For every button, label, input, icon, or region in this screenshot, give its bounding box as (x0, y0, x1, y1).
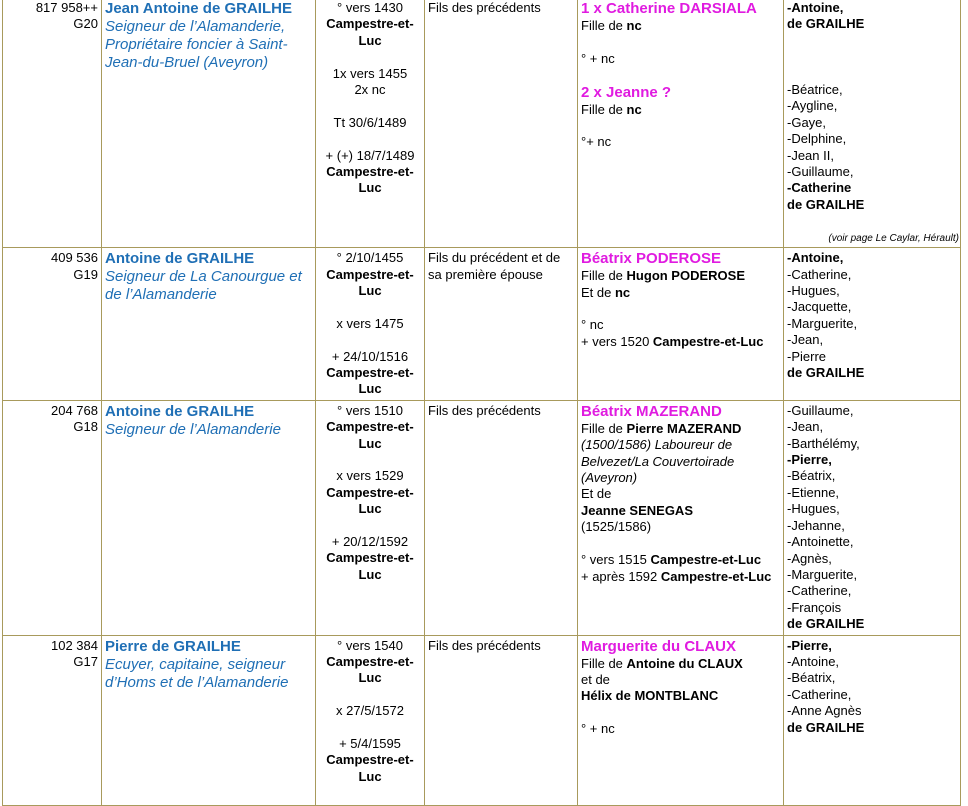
child-name: -Pierre, (787, 637, 832, 653)
child-name: -Marguerite, (787, 566, 858, 582)
sosa-cell (3, 400, 102, 635)
person-cell (102, 635, 316, 805)
person-title: Ecuyer, capitaine, seigneur d’Homs et de l’Alamanderie (105, 655, 289, 691)
child-name: -Catherine, (787, 266, 852, 282)
filiation: Fils des précédents (428, 402, 541, 418)
generation-label: G17 (73, 653, 98, 669)
filiation-cell (425, 0, 578, 248)
spouse-mother: Hélix de MONTBLANC (581, 688, 719, 704)
filiation-cell (425, 248, 578, 401)
filiation: Fils des précédents (428, 637, 541, 653)
filiation-cell (425, 635, 578, 805)
death-date: + 5/4/1595 (339, 735, 401, 751)
children-cell (784, 635, 961, 805)
child-name: -Catherine, (787, 686, 852, 702)
sosa-number: 204 768 (51, 402, 98, 418)
marriage-date: 1x vers 1455 (332, 65, 408, 81)
marriage-date: x 27/5/1572 (336, 703, 404, 719)
child-name: -Agnès, (787, 550, 832, 566)
death-date: + (+) 18/7/1489 (325, 147, 415, 163)
children-cell (784, 0, 961, 248)
child-name: -Marguerite, (787, 315, 858, 331)
sosa-cell (3, 635, 102, 805)
child-name: -Pierre, (787, 452, 832, 468)
children-cell (784, 400, 961, 635)
child-surname: de GRAILHE (787, 616, 865, 632)
child-surname: de GRAILHE (787, 365, 865, 381)
generation-label: G19 (73, 266, 98, 282)
spouse-dates: °+ nc (581, 134, 612, 150)
child-name: -Catherine, (787, 583, 852, 599)
generation-label: G20 (73, 16, 98, 32)
birth-place: Campestre-et-Luc (326, 653, 414, 686)
person-cell (102, 0, 316, 248)
marriage-date: x vers 1475 (336, 315, 404, 331)
child-name: -Delphine, (787, 131, 847, 147)
spouse-dates: ° + nc (581, 50, 615, 66)
spouse-father: Hugon PODEROSE (626, 268, 745, 284)
death-place: Campestre-et-Luc (326, 752, 414, 784)
child-name: -Jacquette, (787, 299, 852, 315)
generation-label: G18 (73, 419, 98, 435)
filiation: Fils des précédents (428, 0, 541, 15)
spouse-parent: nc (626, 18, 642, 33)
birth-date: ° vers 1430 (337, 0, 403, 15)
child-name: -Pierre (787, 348, 827, 364)
death-date: + 24/10/1516 (331, 348, 409, 364)
child-name: -Jean II, (787, 147, 834, 163)
spouse-birth: ° vers 1515 (581, 552, 647, 568)
spouse-name: Marguerite du CLAUX (581, 637, 737, 655)
dates-cell (316, 635, 425, 805)
testament-date: Tt 30/6/1489 (333, 114, 407, 130)
spouse-mother: nc (614, 284, 631, 300)
sosa-number: 817 958++ (35, 0, 98, 15)
person-name: Pierre de GRAILHE (105, 637, 241, 655)
child-name: -Jean, (787, 419, 824, 435)
table-row (3, 400, 961, 635)
children-cell (784, 248, 961, 401)
child-name: -Barthélémy, (787, 435, 860, 451)
spouse-father-info: (1500/1586) Laboureur de Belvezet/La Couvertoirade (Aveyron) (581, 437, 735, 486)
child-name: -Jehanne, (787, 517, 845, 533)
spouse-cell: Béatrix MAZERAND Fille de Pierre MAZERAND (1500/1586) Laboureur de Belvezet/La Couvertoirade (Aveyron) Et de Jeanne SENEGAS (1525/1586) ° vers 1515 Campestre-et-Luc + après 1592 Campestre-et-Luc (578, 400, 784, 635)
spouse-father: Antoine du CLAUX (626, 655, 743, 671)
person-name: Antoine de GRAILHE (105, 250, 255, 268)
child-name: -Aygline, (787, 98, 838, 114)
child-name: -Hugues, (787, 283, 840, 299)
child-surname: de GRAILHE (787, 719, 865, 735)
birth-place: Campestre-et-Luc (326, 419, 414, 451)
spouse-cell: 1 x Catherine DARSIALA Fille de nc ° + nc 2 x Jeanne ? Fille de nc °+ nc (578, 0, 784, 248)
person-name: Antoine de GRAILHE (105, 402, 255, 420)
child-name: -Guillaume, (787, 402, 854, 418)
child-name: -Antoinette, (787, 534, 854, 550)
child-name: -Hugues, (787, 501, 840, 517)
spouse-death: + vers 1520 (581, 333, 650, 349)
dates-cell (316, 0, 425, 248)
person-title: Seigneur de La Canourgue et de l’Alamanderie (105, 268, 302, 304)
birth-place: Campestre-et-Luc (326, 16, 414, 48)
spouse-death-place: Campestre-et-Luc (652, 333, 764, 349)
genealogy-table (2, 0, 961, 806)
marriage-date: x vers 1529 (336, 468, 404, 484)
child-name: -Béatrix, (787, 670, 836, 686)
death-date: + 20/12/1592 (331, 534, 409, 550)
child-name: -Anne Agnès (787, 703, 862, 719)
child-name: -Catherine (787, 180, 852, 196)
table-row (3, 635, 961, 805)
person-cell (102, 248, 316, 401)
spouse-father: Pierre MAZERAND (626, 420, 742, 436)
child-surname: de GRAILHE (787, 16, 865, 32)
table-row (3, 248, 961, 401)
marriage-place: Campestre-et-Luc (326, 484, 414, 517)
person-title: Seigneur de l’Alamanderie, Propriétaire foncier à Saint-Jean-du-Bruel (Aveyron) (105, 18, 288, 71)
spouse-name: Béatrix PODEROSE (581, 250, 722, 268)
child-name: -Guillaume, (787, 164, 854, 180)
marriage-date: 2x nc (354, 82, 386, 98)
filiation: Fils du précédent et de sa première épouse (428, 250, 561, 282)
spouse-cell: Marguerite du CLAUX Fille de Antoine du CLAUX et de Hélix de MONTBLANC ° + nc (578, 635, 784, 805)
child-name: -Antoine, (787, 0, 844, 15)
spouse-dates: ° + nc (581, 721, 615, 737)
spouse-cell: Béatrix PODEROSE Fille de Hugon PODEROSE Et de nc ° nc + vers 1520 Campestre-et-Luc (578, 248, 784, 401)
spouse-mother-info: (1525/1586) (581, 519, 652, 535)
sosa-number: 409 536 (51, 250, 98, 266)
page-note: (voir page Le Caylar, Hérault) (828, 233, 959, 245)
death-place: Campestre-et-Luc (326, 164, 414, 196)
table-row (3, 0, 961, 248)
child-name: -Gaye, (787, 114, 827, 130)
child-name: -Jean, (787, 332, 824, 348)
birth-place: Campestre-et-Luc (326, 266, 414, 299)
child-name: -Béatrice, (787, 81, 843, 97)
spouse-birth: ° nc (581, 317, 604, 333)
spouse-death: + après 1592 (581, 568, 658, 584)
spouse-name: 1 x Catherine DARSIALA (581, 0, 757, 17)
person-name: Jean Antoine de GRAILHE (105, 0, 292, 17)
death-place: Campestre-et-Luc (326, 550, 414, 582)
dates-cell (316, 248, 425, 401)
spouse-birth-place: Campestre-et-Luc (650, 552, 762, 568)
spouse-death-place: Campestre-et-Luc (660, 568, 772, 584)
child-name: -Antoine, (787, 653, 840, 669)
child-surname: de GRAILHE (787, 196, 865, 212)
child-name: -Béatrix, (787, 468, 836, 484)
birth-date: ° 2/10/1455 (336, 250, 404, 266)
sosa-cell (3, 0, 102, 248)
filiation-cell (425, 400, 578, 635)
spouse-name: Béatrix MAZERAND (581, 402, 722, 420)
sosa-number: 102 384 (51, 637, 98, 653)
person-title: Seigneur de l’Alamanderie (105, 420, 281, 438)
birth-date: ° vers 1510 (337, 402, 403, 418)
dates-cell (316, 400, 425, 635)
spouse-name: 2 x Jeanne ? (581, 83, 672, 101)
child-name: -Etienne, (787, 484, 840, 500)
sosa-cell (3, 248, 102, 401)
child-name: -Antoine, (787, 250, 844, 266)
child-name: -François (787, 599, 842, 615)
death-place: Campestre-et-Luc (326, 365, 414, 397)
person-cell (102, 400, 316, 635)
spouse-parent: nc (626, 101, 642, 117)
birth-date: ° vers 1540 (337, 637, 403, 653)
spouse-mother: Jeanne SENEGAS (581, 502, 693, 518)
